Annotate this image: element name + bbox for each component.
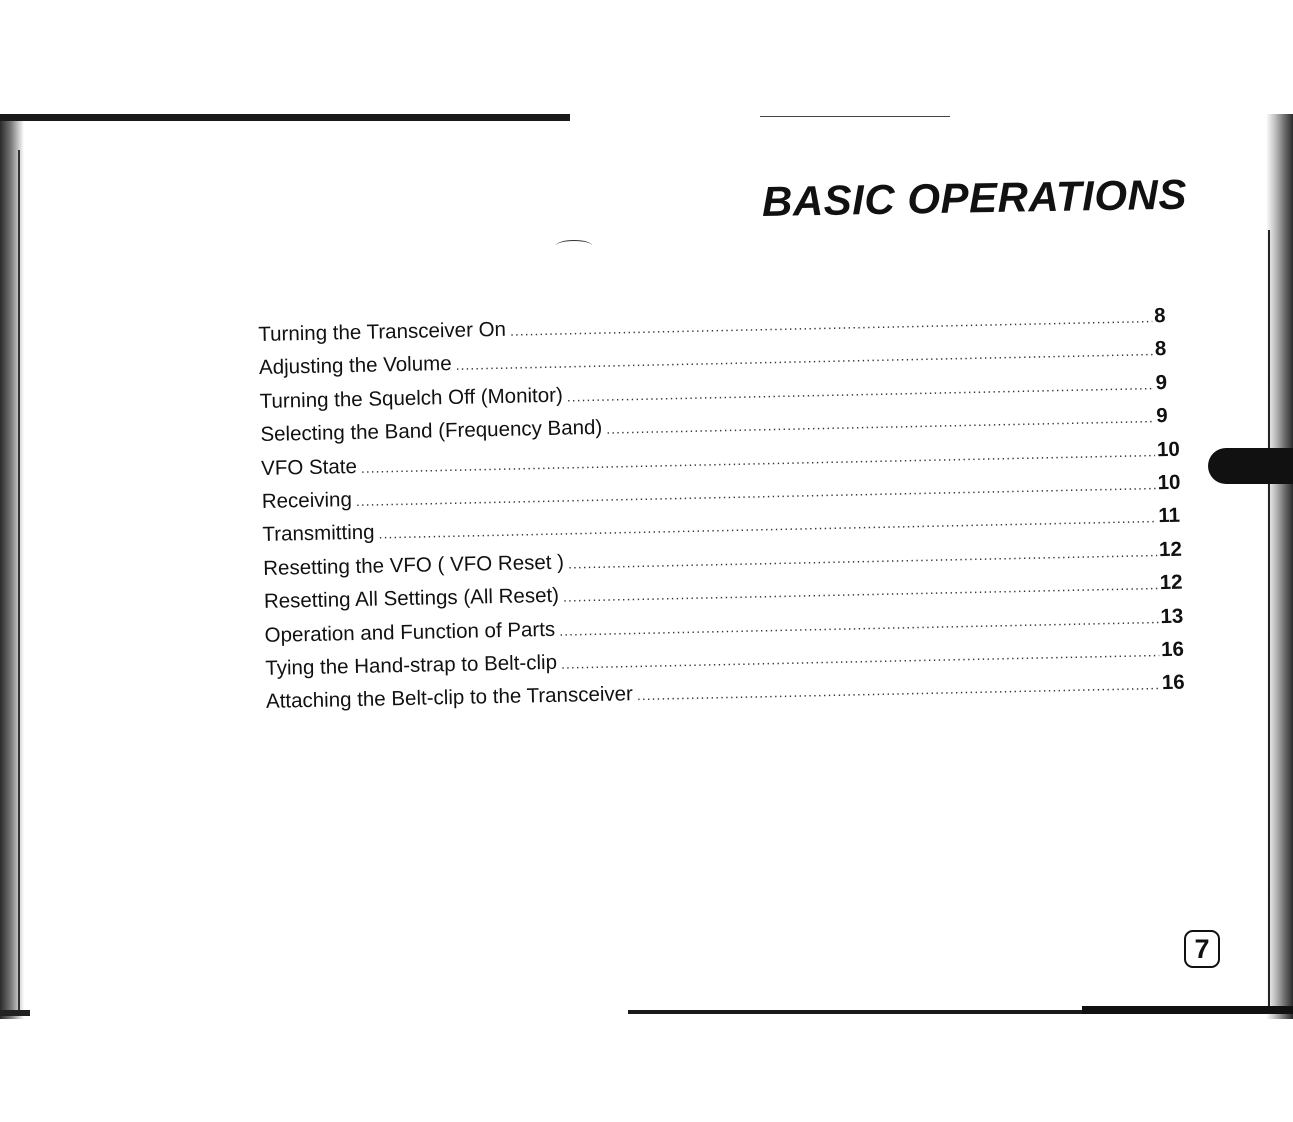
scan-edge-top-line (760, 116, 950, 117)
toc-entry-page: 9 (1155, 370, 1168, 394)
toc-entry-title: VFO State (260, 454, 358, 480)
toc-entry-page: 10 (1157, 470, 1181, 495)
scan-edge-right-line (1268, 230, 1270, 1010)
toc-entry-page: 8 (1153, 303, 1166, 328)
page-number-badge: 7 (1184, 930, 1220, 968)
toc-entry-page: 9 (1156, 404, 1168, 428)
toc-entry-page: 16 (1161, 670, 1185, 695)
scan-edge-left-line (18, 150, 20, 1010)
scan-edge-left (0, 114, 24, 1019)
toc-entry-title: Receiving (261, 488, 353, 513)
toc-entry-title: Selecting the Band (Frequency Band) (260, 415, 603, 447)
toc-entry-title: Transmitting (262, 520, 375, 547)
scan-edge-bottom-thick (1082, 1006, 1293, 1014)
toc-entry-page: 12 (1158, 537, 1183, 561)
scan-edge-right (1266, 114, 1293, 1019)
toc-entry-title: Adjusting the Volume (258, 352, 452, 380)
toc-entry-title: Turning the Transceiver On (258, 317, 507, 346)
toc-entry-title: Attaching the Belt-clip to the Transceiver (265, 682, 634, 714)
stray-scan-mark (556, 240, 592, 251)
scan-edge-bottom-left (0, 1010, 30, 1016)
toc-entry-title: Tying the Hand-strap to Belt-clip (265, 650, 558, 680)
scan-edge-top (0, 114, 570, 121)
toc-entry-title: Resetting All Settings (All Reset) (263, 583, 560, 614)
toc-entry-title: Operation and Function of Parts (264, 617, 556, 647)
section-thumb-tab (1208, 448, 1293, 484)
toc-entry-title: Turning the Squelch Off (Monitor) (259, 383, 564, 413)
toc-entry-page: 10 (1156, 437, 1180, 461)
toc-entry-title: Resetting the VFO ( VFO Reset ) (262, 550, 565, 580)
section-heading: BASIC OPERATIONS (761, 170, 1188, 225)
table-of-contents (258, 299, 1188, 719)
toc-entry-page: 12 (1159, 570, 1183, 595)
toc-entry-page: 13 (1160, 604, 1184, 628)
toc-entry-page: 16 (1160, 637, 1185, 662)
toc-entry-page: 11 (1158, 504, 1181, 528)
toc-entry-page: 8 (1154, 337, 1167, 361)
